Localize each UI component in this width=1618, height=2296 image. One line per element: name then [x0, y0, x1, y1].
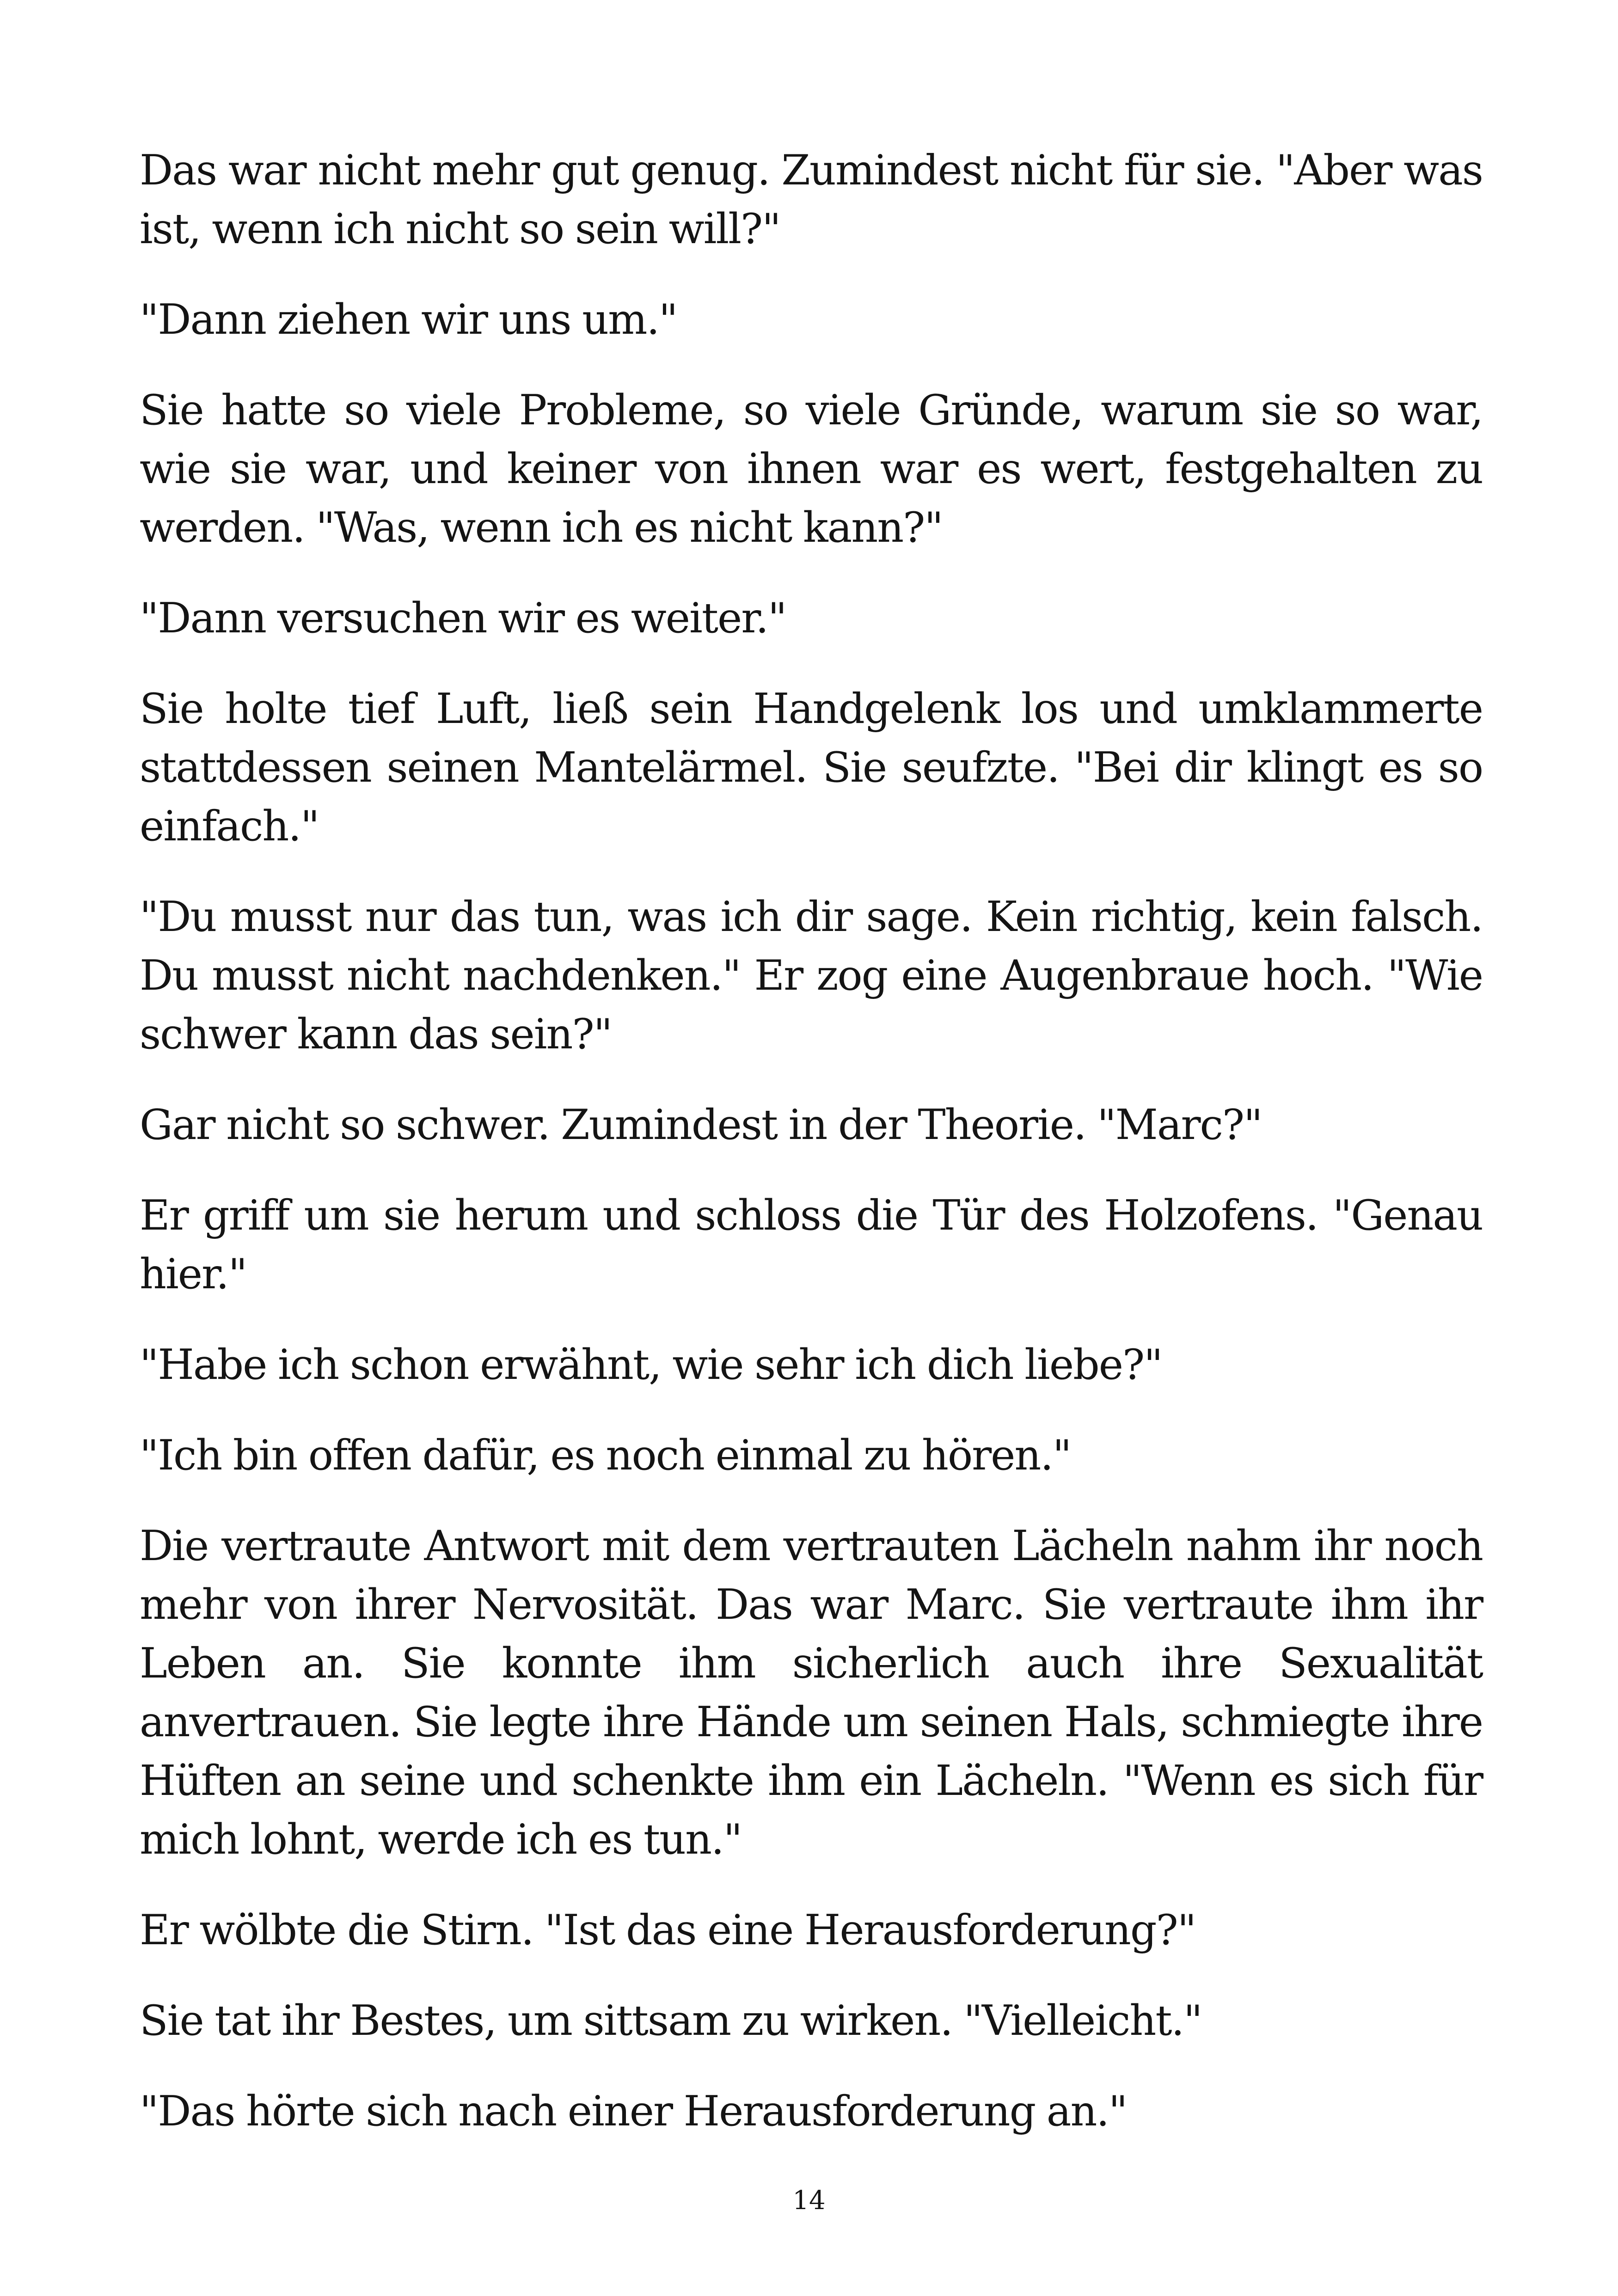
- paragraph: Die vertraute Antwort mit dem vertrauten Lächeln nahm ihr noch mehr von ihrer Nervosität. Das war Marc. Sie vertraute ihm ihr Leben an. Sie konnte ihm sicherlich auch ihre Sexualität anvertrauen. Sie legte ihre Hände um seinen Hals, schmiegte ihre Hüften an seine und schenkte ihm ein Lächeln. "Wenn es sich für mich lohnt, werde ich es tun.": [140, 1522, 1483, 1864]
- page-number: 14: [792, 2186, 826, 2216]
- paragraph: "Du musst nur das tun, was ich dir sage. Kein richtig, kein falsch. Du musst nicht nachdenken." Er zog eine Augenbraue hoch. "Wie schwer kann das sein?": [140, 893, 1483, 1059]
- paragraph: "Habe ich schon erwähnt, wie sehr ich dich liebe?": [140, 1341, 1162, 1389]
- paragraph: Sie hatte so viele Probleme, so viele Gründe, warum sie so war, wie sie war, und keiner von ihnen war es wert, festgehalten zu werden. "Was, wenn ich es nicht kann?": [140, 386, 1483, 552]
- paragraph: Sie tat ihr Bestes, um sittsam zu wirken. "Vielleicht.": [140, 1996, 1202, 2045]
- paragraph: Gar nicht so schwer. Zumindest in der Theorie. "Marc?": [140, 1101, 1262, 1149]
- paragraph: Er griff um sie herum und schloss die Tür des Holzofens. "Genau hier.": [140, 1191, 1483, 1298]
- paragraph: "Ich bin offen dafür, es noch einmal zu hören.": [140, 1431, 1071, 1480]
- paragraph: Sie holte tief Luft, ließ sein Handgelenk los und umklammerte stattdessen seinen Mantelärmel. Sie seufzte. "Bei dir klingt es so einfach.": [140, 685, 1483, 851]
- paragraph: "Das hörte sich nach einer Herausforderung an.": [140, 2087, 1127, 2136]
- paragraph: "Dann versuchen wir es weiter.": [140, 594, 786, 643]
- paragraph: "Dann ziehen wir uns um.": [140, 295, 677, 344]
- body-text: [140, 141, 1483, 2173]
- paragraph: Das war nicht mehr gut genug. Zumindest nicht für sie. "Aber was ist, wenn ich nicht so sein will?": [140, 146, 1483, 253]
- paragraph: Er wölbte die Stirn. "Ist das eine Herausforderung?": [140, 1906, 1196, 1954]
